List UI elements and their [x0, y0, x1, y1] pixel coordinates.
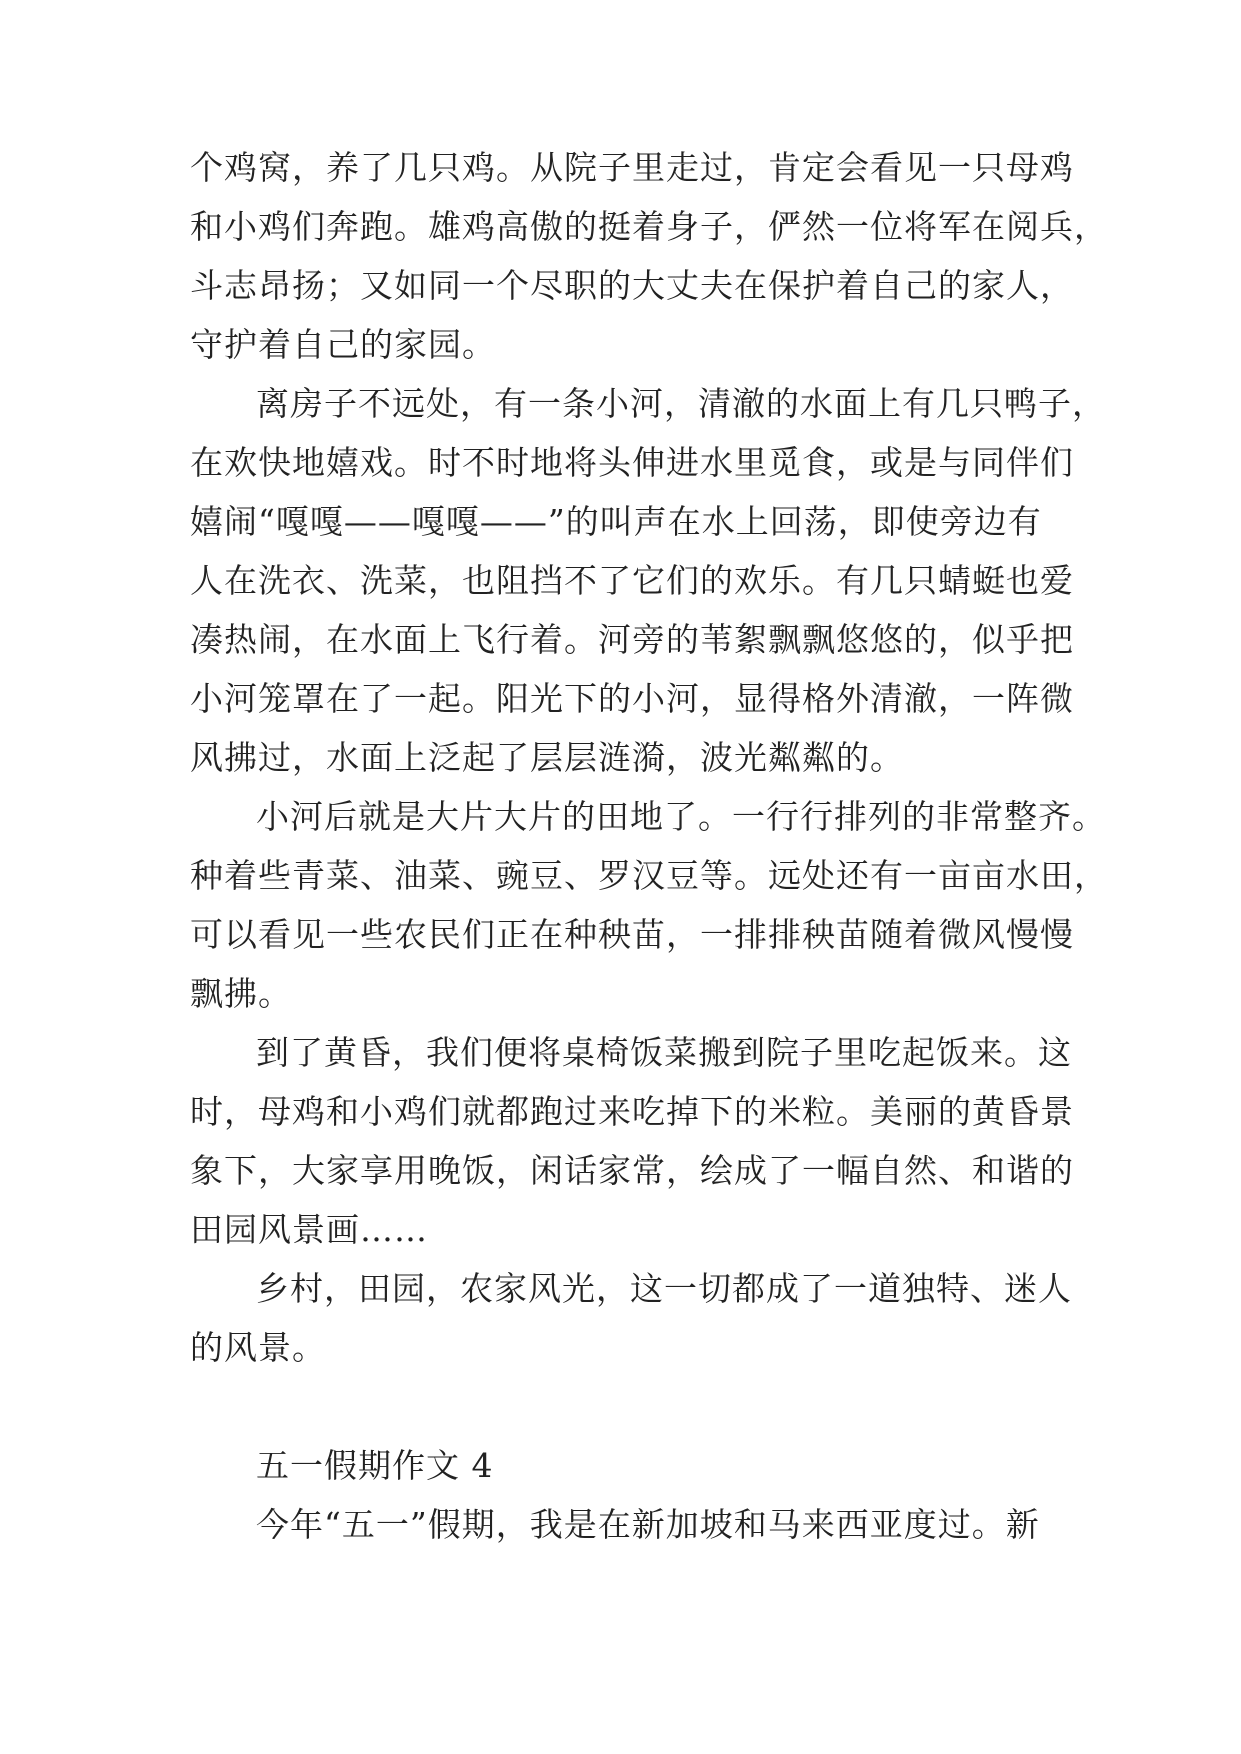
- text-line: 嬉闹“嘎嘎——嘎嘎——”的叫声在水上回荡，即使旁边有: [190, 502, 1042, 541]
- text-line: 守护着自己的家园。: [190, 325, 496, 364]
- text-line: 和小鸡们奔跑。雄鸡高傲的挺着身子，俨然一位将军在阅兵，: [190, 207, 1108, 246]
- paragraph-first-line: 今年“五一”假期，我是在新加坡和马来西亚度过。新: [256, 1505, 1040, 1544]
- paragraph-first-line: 到了黄昏，我们便将桌椅饭菜搬到院子里吃起饭来。这: [256, 1033, 1072, 1072]
- text-line: 的风景。: [190, 1328, 326, 1367]
- text-line: 斗志昂扬；又如同一个尽职的大丈夫在保护着自己的家人，: [190, 266, 1074, 305]
- text-line: 飘拂。: [190, 974, 292, 1013]
- text-line: 可以看见一些农民们正在种秧苗，一排排秧苗随着微风慢慢: [190, 915, 1074, 954]
- text-line: 时，母鸡和小鸡们就都跑过来吃掉下的米粒。美丽的黄昏景: [190, 1092, 1074, 1131]
- paragraph-first-line: 乡村，田园，农家风光，这一切都成了一道独特、迷人: [256, 1269, 1072, 1308]
- text-line: 人在洗衣、洗菜，也阻挡不了它们的欢乐。有几只蜻蜓也爱: [190, 561, 1074, 600]
- text-line: 田园风景画……: [190, 1210, 428, 1249]
- text-line: 小河笼罩在了一起。阳光下的小河，显得格外清澈，一阵微: [190, 679, 1074, 718]
- text-line: 凑热闹，在水面上飞行着。河旁的苇絮飘飘悠悠的，似乎把: [190, 620, 1074, 659]
- section-heading: 五一假期作文 4: [256, 1446, 494, 1485]
- text-line: 种着些青菜、油菜、豌豆、罗汉豆等。远处还有一亩亩水田，: [190, 856, 1108, 895]
- text-line: 个鸡窝，养了几只鸡。从院子里走过，肯定会看见一只母鸡: [190, 148, 1074, 187]
- paragraph-first-line: 小河后就是大片大片的田地了。一行行排列的非常整齐。: [256, 797, 1106, 836]
- text-line: 象下，大家享用晚饭，闲话家常，绘成了一幅自然、和谐的: [190, 1151, 1074, 1190]
- text-line: 风拂过，水面上泛起了层层涟漪，波光粼粼的。: [190, 738, 904, 777]
- paragraph-first-line: 离房子不远处，有一条小河，清澈的水面上有几只鸭子，: [256, 384, 1106, 423]
- text-line: 在欢快地嬉戏。时不时地将头伸进水里觅食，或是与同伴们: [190, 443, 1074, 482]
